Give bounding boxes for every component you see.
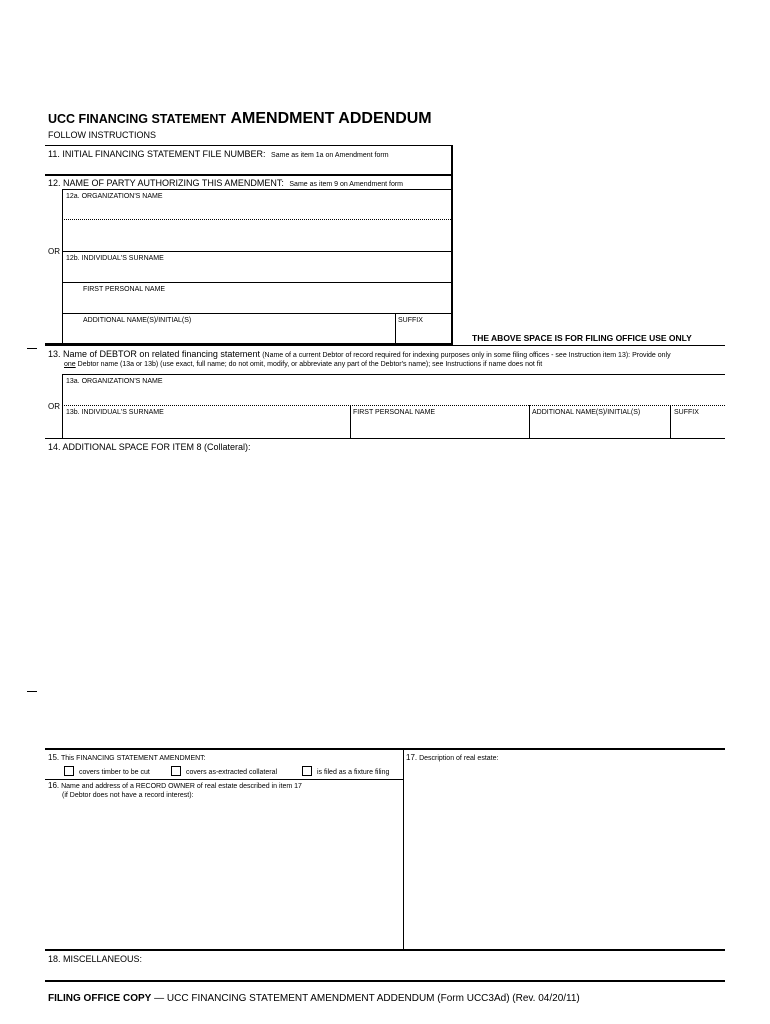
item12a-org-name-field[interactable] <box>63 203 451 219</box>
filing-office-rule <box>45 345 725 346</box>
item12-first-name-field[interactable] <box>80 296 451 312</box>
item13a-top-rule <box>62 374 725 375</box>
item12-suffix-field[interactable] <box>397 327 451 341</box>
margin-tick-lower <box>27 691 37 692</box>
item12a-top-rule <box>62 189 453 190</box>
option-fixture-filing-label: is filed as a fixture filing <box>317 769 390 776</box>
footer-form-name: UCC FINANCING STATEMENT AMENDMENT ADDENDUM (Form UCC3Ad) (Rev. 04/20/11) <box>166 993 580 1004</box>
item13b-surname-field[interactable] <box>63 419 348 436</box>
item12-suffix-label: SUFFIX <box>398 317 423 324</box>
checkbox-fixture-filing[interactable] <box>302 766 312 776</box>
item16-top-rule <box>45 779 403 780</box>
item13-suffix-field[interactable] <box>672 419 724 436</box>
checkbox-timber[interactable] <box>64 766 74 776</box>
item12-label: 12. NAME OF PARTY AUTHORIZING THIS AMENDMENT: Same as item 9 on Amendment form <box>48 178 403 188</box>
item17-real-estate-field[interactable] <box>405 765 723 946</box>
item11-top-rule <box>45 145 453 146</box>
filing-office-note: THE ABOVE SPACE IS FOR FILING OFFICE USE ONLY <box>472 333 692 343</box>
form-title <box>48 110 432 128</box>
item12b-label: 12b. INDIVIDUAL'S SURNAME <box>66 255 164 262</box>
item12-first-name-top-rule <box>62 282 453 283</box>
item17-bottom-rule <box>45 949 725 951</box>
item13-additional-names-field[interactable] <box>531 419 668 436</box>
item12-additional-names-label: ADDITIONAL NAME(S)/INITIAL(S) <box>83 317 192 324</box>
item13-suffix-label: SUFFIX <box>674 409 699 416</box>
item16-17-divider <box>403 748 404 949</box>
item12-left-rule <box>62 189 63 343</box>
item11-hint: Same as item 1a on Amendment form <box>271 152 389 159</box>
item13a-label: 13a. ORGANIZATION'S NAME <box>66 378 163 385</box>
item12-first-name-label: FIRST PERSONAL NAME <box>83 286 166 293</box>
item12a-mid-dotted-rule <box>62 219 453 220</box>
option-as-extracted-label: covers as-extracted collateral <box>186 769 278 776</box>
item12-suffix-divider <box>395 313 396 343</box>
item11-file-number-field[interactable] <box>47 160 451 173</box>
item15-label: 15. This FINANCING STATEMENT AMENDMENT: <box>48 753 206 762</box>
item13b-label: 13b. INDIVIDUAL'S SURNAME <box>66 409 164 416</box>
item13-additional-divider <box>529 405 530 438</box>
item13-or-label: OR <box>48 402 60 411</box>
item13-first-name-divider <box>350 405 351 438</box>
item11-bottom-rule <box>45 174 453 176</box>
item16-label: 16. Name and address of a RECORD OWNER of real estate described in item 17 <box>48 781 302 790</box>
item17-label: 17. Description of real estate: <box>406 753 499 762</box>
left-block-right-border <box>451 145 453 343</box>
form-title-part1: UCC FINANCING STATEMENT <box>48 112 226 126</box>
item18-miscellaneous-field[interactable] <box>47 966 723 978</box>
item16-sub-label: (if Debtor does not have a record interest): <box>62 792 194 799</box>
margin-tick-upper <box>27 348 37 349</box>
footer-dash: — <box>154 993 165 1004</box>
item12-or-label: OR <box>48 247 60 256</box>
footer-copy-label: FILING OFFICE COPY <box>48 993 152 1004</box>
item13-first-name-label: FIRST PERSONAL NAME <box>353 409 436 416</box>
form-title-part2: AMENDMENT ADDENDUM <box>230 110 432 127</box>
item16-record-owner-field[interactable] <box>47 803 401 946</box>
item14-label: 14. ADDITIONAL SPACE FOR ITEM 8 (Collateral): <box>48 442 251 452</box>
item12-hint: Same as item 9 on Amendment form <box>289 181 403 188</box>
item14-collateral-field[interactable] <box>47 455 723 745</box>
option-timber-label: covers timber to be cut <box>79 769 150 776</box>
item12b-surname-field[interactable] <box>63 265 451 281</box>
item14-bottom-rule <box>45 748 725 750</box>
item13-suffix-divider <box>670 405 671 438</box>
item13-left-rule <box>62 374 63 438</box>
item11-label: 11. INITIAL FINANCING STATEMENT FILE NUMBER: Same as item 1a on Amendment form <box>48 149 389 159</box>
item13a-mid-dotted-rule <box>62 405 725 406</box>
item12a-label: 12a. ORGANIZATION'S NAME <box>66 193 163 200</box>
item13-instructions: one Debtor name (13a or 13b) (use exact, full name; do not omit, modify, or abbreviate any part of the Debtor's name); see Instructions if name does not fit <box>64 361 543 368</box>
item13a-org-name-field[interactable] <box>63 388 723 404</box>
follow-instructions: FOLLOW INSTRUCTIONS <box>48 130 157 140</box>
item12b-top-rule <box>62 251 453 252</box>
item18-bottom-rule <box>45 980 725 982</box>
checkbox-as-extracted[interactable] <box>171 766 181 776</box>
footer <box>48 993 580 1004</box>
item13-first-name-field[interactable] <box>352 419 527 436</box>
item12-additional-names-field[interactable] <box>80 327 393 341</box>
item13-bottom-rule <box>45 438 725 439</box>
item18-label: 18. MISCELLANEOUS: <box>48 954 143 964</box>
item13-additional-names-label: ADDITIONAL NAME(S)/INITIAL(S) <box>532 409 641 416</box>
item13-label: 13. Name of DEBTOR on related financing statement (Name of a current Debtor of record required for indexing purposes only in some filing offices - see Instruction item 13): Provide only <box>48 349 671 359</box>
